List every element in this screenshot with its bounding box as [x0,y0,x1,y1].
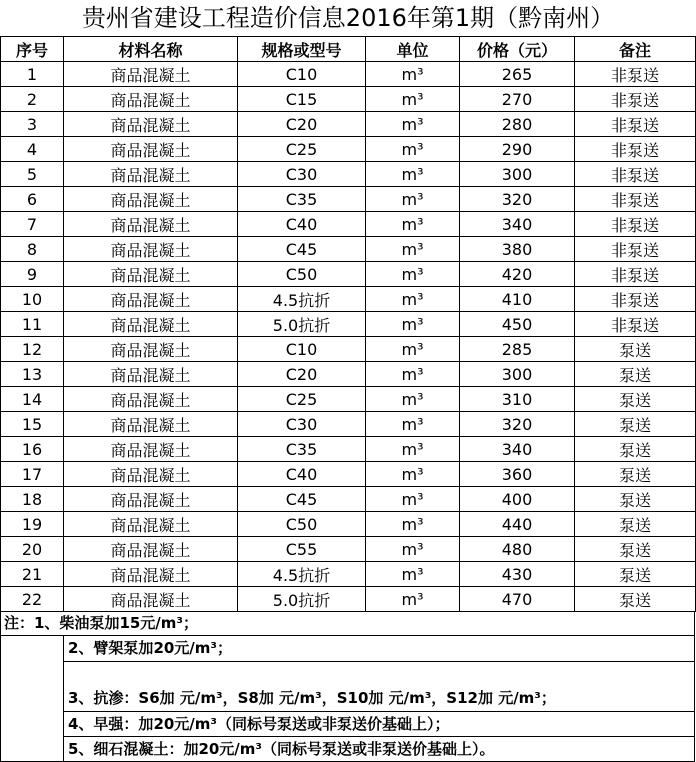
cell-remark: 非泵送 [575,212,696,237]
cell-material: 商品混凝土 [64,437,238,462]
table-body [1,62,696,612]
cell-remark: 泵送 [575,587,696,612]
cell-unit: m³ [366,62,460,87]
table-row [1,587,696,612]
cell-price: 420 [460,262,575,287]
cell-price: 280 [460,112,575,137]
cell-index: 3 [1,112,64,137]
cell-price: 480 [460,537,575,562]
cell-remark: 泵送 [575,337,696,362]
cell-price: 450 [460,312,575,337]
cell-material: 商品混凝土 [64,537,238,562]
cell-index: 11 [1,312,64,337]
cell-material: 商品混凝土 [64,137,238,162]
table-row [1,187,696,212]
cell-index: 15 [1,412,64,437]
cell-remark: 非泵送 [575,237,696,262]
cell-index: 5 [1,162,64,187]
cell-spec: C45 [238,487,366,512]
cell-spec: C55 [238,537,366,562]
table-row [1,387,696,412]
note-4: 4、早强：加20元/m³（同标号泵送或非泵送价基础上）； [68,715,450,733]
cell-spec: C40 [238,212,366,237]
cell-unit: m³ [366,162,460,187]
cell-remark: 泵送 [575,387,696,412]
cell-index: 6 [1,187,64,212]
cell-spec: C30 [238,162,366,187]
cell-unit: m³ [366,137,460,162]
cell-price: 320 [460,187,575,212]
cell-index: 4 [1,137,64,162]
table-row [1,287,696,312]
cell-index: 10 [1,287,64,312]
cell-remark: 非泵送 [575,262,696,287]
cell-remark: 非泵送 [575,137,696,162]
cell-unit: m³ [366,512,460,537]
table-row [1,512,696,537]
cell-spec: C35 [238,437,366,462]
cell-price: 400 [460,487,575,512]
cell-spec: C40 [238,462,366,487]
note-1: 注：1、柴油泵加15元/m³； [4,614,198,632]
cell-spec: 5.0抗折 [238,587,366,612]
notes-divider-2 [63,661,695,662]
cell-unit: m³ [366,312,460,337]
cell-material: 商品混凝土 [64,87,238,112]
cell-material: 商品混凝土 [64,387,238,412]
cell-unit: m³ [366,562,460,587]
cell-unit: m³ [366,587,460,612]
cell-spec: 4.5抗折 [238,562,366,587]
cell-spec: 4.5抗折 [238,287,366,312]
cell-price: 285 [460,337,575,362]
cell-unit: m³ [366,412,460,437]
cell-spec: C25 [238,387,366,412]
cell-price: 340 [460,437,575,462]
table-row [1,562,696,587]
cell-unit: m³ [366,387,460,412]
cell-material: 商品混凝土 [64,262,238,287]
cell-material: 商品混凝土 [64,562,238,587]
cell-material: 商品混凝土 [64,512,238,537]
cell-remark: 泵送 [575,512,696,537]
cell-spec: C10 [238,62,366,87]
note-3: 3、抗渗：S6加 元/m³，S8加 元/m³，S10加 元/m³，S12加 元/m³； [68,689,556,707]
cell-price: 300 [460,162,575,187]
cell-material: 商品混凝土 [64,212,238,237]
cell-spec: C20 [238,362,366,387]
table-row [1,62,696,87]
cell-unit: m³ [366,537,460,562]
table-row [1,337,696,362]
price-table [0,36,696,612]
cell-index: 16 [1,437,64,462]
cell-spec: C50 [238,512,366,537]
header-row [1,37,696,62]
cell-remark: 泵送 [575,537,696,562]
cell-material: 商品混凝土 [64,337,238,362]
table-row [1,137,696,162]
cell-spec: C25 [238,137,366,162]
cell-index: 22 [1,587,64,612]
cell-remark: 泵送 [575,362,696,387]
cell-material: 商品混凝土 [64,187,238,212]
cell-spec: C15 [238,87,366,112]
cell-index: 13 [1,362,64,387]
cell-unit: m³ [366,187,460,212]
table-row [1,362,696,387]
table-row [1,312,696,337]
cell-index: 19 [1,512,64,537]
header-spec: 规格或型号 [238,37,366,62]
cell-unit: m³ [366,87,460,112]
cell-unit: m³ [366,337,460,362]
cell-unit: m³ [366,462,460,487]
notes-left-border [0,611,1,762]
cell-spec: C35 [238,187,366,212]
cell-remark: 泵送 [575,412,696,437]
cell-material: 商品混凝土 [64,412,238,437]
cell-remark: 泵送 [575,462,696,487]
cell-index: 17 [1,462,64,487]
cell-remark: 泵送 [575,562,696,587]
cell-material: 商品混凝土 [64,312,238,337]
cell-price: 300 [460,362,575,387]
cell-price: 265 [460,62,575,87]
cell-unit: m³ [366,212,460,237]
cell-unit: m³ [366,487,460,512]
note-5: 5、细石混凝土：加20元/m³（同标号泵送或非泵送价基础上）。 [68,740,495,758]
table-row [1,537,696,562]
cell-index: 7 [1,212,64,237]
cell-index: 1 [1,62,64,87]
table-row [1,412,696,437]
cell-remark: 泵送 [575,437,696,462]
cell-remark: 非泵送 [575,287,696,312]
cell-remark: 泵送 [575,487,696,512]
sheet-title: 贵州省建设工程造价信息2016年第1期（黔南州） [81,4,615,32]
cell-index: 18 [1,487,64,512]
cell-remark: 非泵送 [575,62,696,87]
cell-price: 440 [460,512,575,537]
table-row [1,487,696,512]
header-index: 序号 [1,37,64,62]
table-row [1,237,696,262]
cell-spec: C20 [238,112,366,137]
cell-price: 410 [460,287,575,312]
cell-unit: m³ [366,237,460,262]
cell-remark: 非泵送 [575,312,696,337]
cell-index: 8 [1,237,64,262]
cell-spec: C50 [238,262,366,287]
cell-price: 290 [460,137,575,162]
cell-remark: 非泵送 [575,162,696,187]
cell-unit: m³ [366,112,460,137]
header-remark: 备注 [575,37,696,62]
cell-price: 270 [460,87,575,112]
cell-spec: C30 [238,412,366,437]
header-material: 材料名称 [64,37,238,62]
cell-index: 9 [1,262,64,287]
cell-material: 商品混凝土 [64,487,238,512]
cell-spec: C45 [238,237,366,262]
cell-price: 470 [460,587,575,612]
note-2: 2、臂架泵加20元/m³； [68,639,232,657]
cell-spec: 5.0抗折 [238,312,366,337]
table-row [1,437,696,462]
cell-material: 商品混凝土 [64,462,238,487]
cell-index: 21 [1,562,64,587]
cell-index: 2 [1,87,64,112]
cell-price: 320 [460,412,575,437]
cell-remark: 非泵送 [575,112,696,137]
table-row [1,262,696,287]
table-row [1,462,696,487]
cell-index: 20 [1,537,64,562]
table-row [1,112,696,137]
cell-material: 商品混凝土 [64,587,238,612]
cell-price: 430 [460,562,575,587]
cell-unit: m³ [366,287,460,312]
cell-unit: m³ [366,362,460,387]
cell-unit: m³ [366,437,460,462]
header-unit: 单位 [366,37,460,62]
cell-remark: 非泵送 [575,187,696,212]
notes-right-border [694,611,695,762]
cell-material: 商品混凝土 [64,112,238,137]
cell-material: 商品混凝土 [64,62,238,87]
cell-index: 12 [1,337,64,362]
cell-remark: 非泵送 [575,87,696,112]
table-row [1,212,696,237]
cell-price: 360 [460,462,575,487]
cell-index: 14 [1,387,64,412]
table-row [1,87,696,112]
table-row [1,162,696,187]
cell-material: 商品混凝土 [64,237,238,262]
cell-spec: C10 [238,337,366,362]
notes-section [0,611,695,762]
notes-inner-left-border [63,635,64,762]
header-price: 价格（元） [460,37,575,62]
cell-unit: m³ [366,262,460,287]
cell-material: 商品混凝土 [64,162,238,187]
cell-price: 380 [460,237,575,262]
cell-material: 商品混凝土 [64,287,238,312]
cell-material: 商品混凝土 [64,362,238,387]
cell-price: 310 [460,387,575,412]
cell-price: 340 [460,212,575,237]
